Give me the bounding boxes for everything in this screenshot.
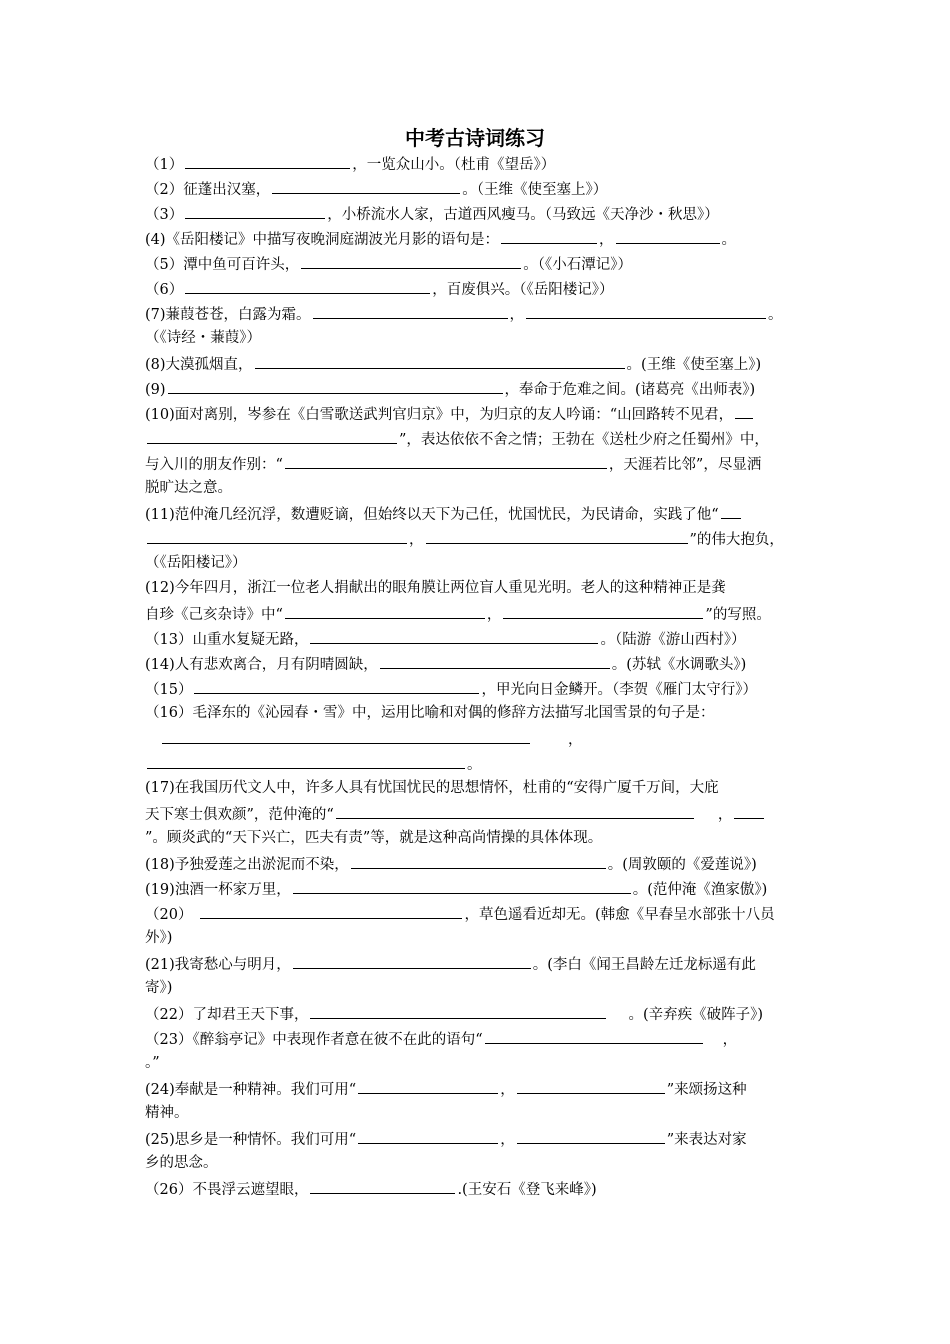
- question-9: (9) ，奉命于危难之间。(诸葛亮《出师表》): [145, 378, 755, 398]
- answer-blank[interactable]: [734, 803, 764, 819]
- question-11-source: （《岳阳楼记》）: [145, 555, 247, 571]
- question-23-line-2: 。”: [145, 1055, 160, 1071]
- question-19: (19)浊酒一杯家万里， 。(范仲淹《渔家傲》): [145, 878, 767, 898]
- question-17: (17)在我国历代文人中，许多人具有忧国忧民的思想情怀，杜甫的“安得广厦千万间，大庇: [145, 780, 719, 796]
- answer-blank[interactable]: [147, 753, 465, 769]
- answer-blank[interactable]: [485, 1028, 703, 1044]
- question-16-line-2: ，: [160, 728, 583, 748]
- question-6: （6） ，百废俱兴。（《岳阳楼记》）: [145, 278, 613, 298]
- question-14: (14)人有悲欢离合，月有阴晴圆缺， 。(苏轼《水调歌头》): [145, 653, 746, 673]
- answer-blank[interactable]: [501, 228, 597, 244]
- question-18: (18)予独爱莲之出淤泥而不染， 。(周敦颐的《爱莲说》): [145, 853, 757, 873]
- question-11-line-2: ， ”的伟大抱负，: [145, 528, 784, 548]
- answer-blank[interactable]: [358, 1078, 498, 1094]
- answer-blank[interactable]: [293, 953, 531, 969]
- answer-blank[interactable]: [503, 603, 703, 619]
- question-16: （16）毛泽东的《沁园春・雪》中，运用比喻和对偶的修辞方法描写北国雪景的句子是：: [145, 705, 715, 721]
- question-26: （26）不畏浮云遮望眼， .(王安石《登飞来峰》): [145, 1178, 597, 1198]
- answer-blank[interactable]: [358, 1128, 498, 1144]
- answer-blank[interactable]: [336, 803, 694, 819]
- answer-blank[interactable]: [721, 503, 741, 519]
- question-17-line-3: ”。顾炎武的“天下兴亡，匹夫有责”等，就是这种高尚情操的具体体现。: [145, 830, 603, 846]
- question-24: (24)奉献是一种精神。我们可用“ ， ”来颂扬这种: [145, 1078, 747, 1098]
- answer-blank[interactable]: [351, 853, 606, 869]
- answer-blank[interactable]: [313, 303, 508, 319]
- answer-blank[interactable]: [310, 1178, 455, 1194]
- question-7-source: （《诗经・蒹葭》）: [145, 330, 261, 346]
- answer-blank[interactable]: [200, 903, 462, 919]
- answer-blank[interactable]: [517, 1128, 665, 1144]
- question-20-line-2: 外》): [145, 930, 173, 946]
- question-10-line-3: 与入川的朋友作别：“ ，天涯若比邻”，尽显洒: [145, 453, 761, 473]
- answer-blank[interactable]: [285, 603, 485, 619]
- question-8: (8)大漠孤烟直， 。(王维《使至塞上》): [145, 353, 761, 373]
- answer-blank[interactable]: [147, 428, 397, 444]
- answer-blank[interactable]: [517, 1078, 665, 1094]
- question-1: （1） ，一览众山小。（杜甫《望岳》）: [145, 153, 555, 173]
- question-10-line-4: 脱旷达之意。: [145, 480, 232, 496]
- question-17-line-2: 天下寒士俱欢颜”，范仲淹的“ ，: [145, 803, 766, 823]
- page-title: 中考古诗词练习: [405, 126, 545, 150]
- question-12-line-2: 自珍《己亥杂诗》中“ ， ”的写照。: [145, 603, 771, 623]
- question-13: （13）山重水复疑无路， 。（陆游《游山西村》）: [145, 628, 745, 648]
- question-7: (7)蒹葭苍苍，白露为霜。 ， 。: [145, 303, 783, 323]
- answer-blank[interactable]: [185, 278, 430, 294]
- question-10-line-2: ”，表达依依不舍之情；王勃在《送杜少府之任蜀州》中，: [145, 428, 769, 448]
- question-5: （5）潭中鱼可百许头， 。（《小石潭记》）: [145, 253, 632, 273]
- question-25: (25)思乡是一种情怀。我们可用“ ， ”来表达对家: [145, 1128, 747, 1148]
- question-22: （22）了却君王天下事， 。(辛弃疾《破阵子》): [145, 1003, 763, 1023]
- question-21: (21)我寄愁心与明月， 。(李白《闻王昌龄左迁龙标遥有此: [145, 953, 756, 973]
- answer-blank[interactable]: [185, 153, 350, 169]
- answer-blank[interactable]: [310, 628, 598, 644]
- question-16-line-3: 。: [145, 753, 482, 773]
- question-20: （20） ，草色遥看近却无。(韩愈《早春呈水部张十八员: [145, 903, 775, 923]
- answer-blank[interactable]: [147, 528, 407, 544]
- question-25-line-2: 乡的思念。: [145, 1155, 218, 1171]
- answer-blank[interactable]: [255, 353, 625, 369]
- answer-blank[interactable]: [526, 303, 766, 319]
- answer-blank[interactable]: [426, 528, 688, 544]
- question-10: (10)面对离别，岑参在《白雪歌送武判官归京》中，为归京的友人吟诵：“山回路转不见君，: [145, 403, 755, 423]
- question-12: (12)今年四月，浙江一位老人捐献出的眼角膜让两位盲人重见光明。老人的这种精神正是龚: [145, 580, 726, 596]
- question-23: （23）《醉翁亭记》中表现作者意在彼不在此的语句“ ，: [145, 1028, 737, 1048]
- question-21-line-2: 寄》): [145, 980, 173, 996]
- answer-blank[interactable]: [301, 253, 521, 269]
- question-2: （2）征蓬出汉塞， 。（王维《使至塞上》）: [145, 178, 607, 198]
- answer-blank[interactable]: [616, 228, 720, 244]
- question-4: (4)《岳阳楼记》中描写夜晚洞庭湖波光月影的语句是： ， 。: [145, 228, 736, 248]
- answer-blank[interactable]: [285, 453, 607, 469]
- answer-blank[interactable]: [272, 178, 460, 194]
- question-11: (11)范仲淹几经沉浮，数遭贬谪，但始终以天下为己任，忧国忧民，为民请命，实践了他“: [145, 503, 743, 523]
- question-24-line-2: 精神。: [145, 1105, 189, 1121]
- question-3: （3） ，小桥流水人家，古道西风瘦马。（马致远《天净沙・秋思》）: [145, 203, 719, 223]
- answer-blank[interactable]: [735, 403, 753, 419]
- answer-blank[interactable]: [194, 678, 479, 694]
- answer-blank[interactable]: [162, 728, 530, 744]
- answer-blank[interactable]: [310, 1003, 606, 1019]
- question-15: （15） ，甲光向日金鳞开。（李贺《雁门太守行》）: [145, 678, 757, 698]
- answer-blank[interactable]: [185, 203, 325, 219]
- answer-blank[interactable]: [168, 378, 503, 394]
- answer-blank[interactable]: [380, 653, 610, 669]
- answer-blank[interactable]: [293, 878, 631, 894]
